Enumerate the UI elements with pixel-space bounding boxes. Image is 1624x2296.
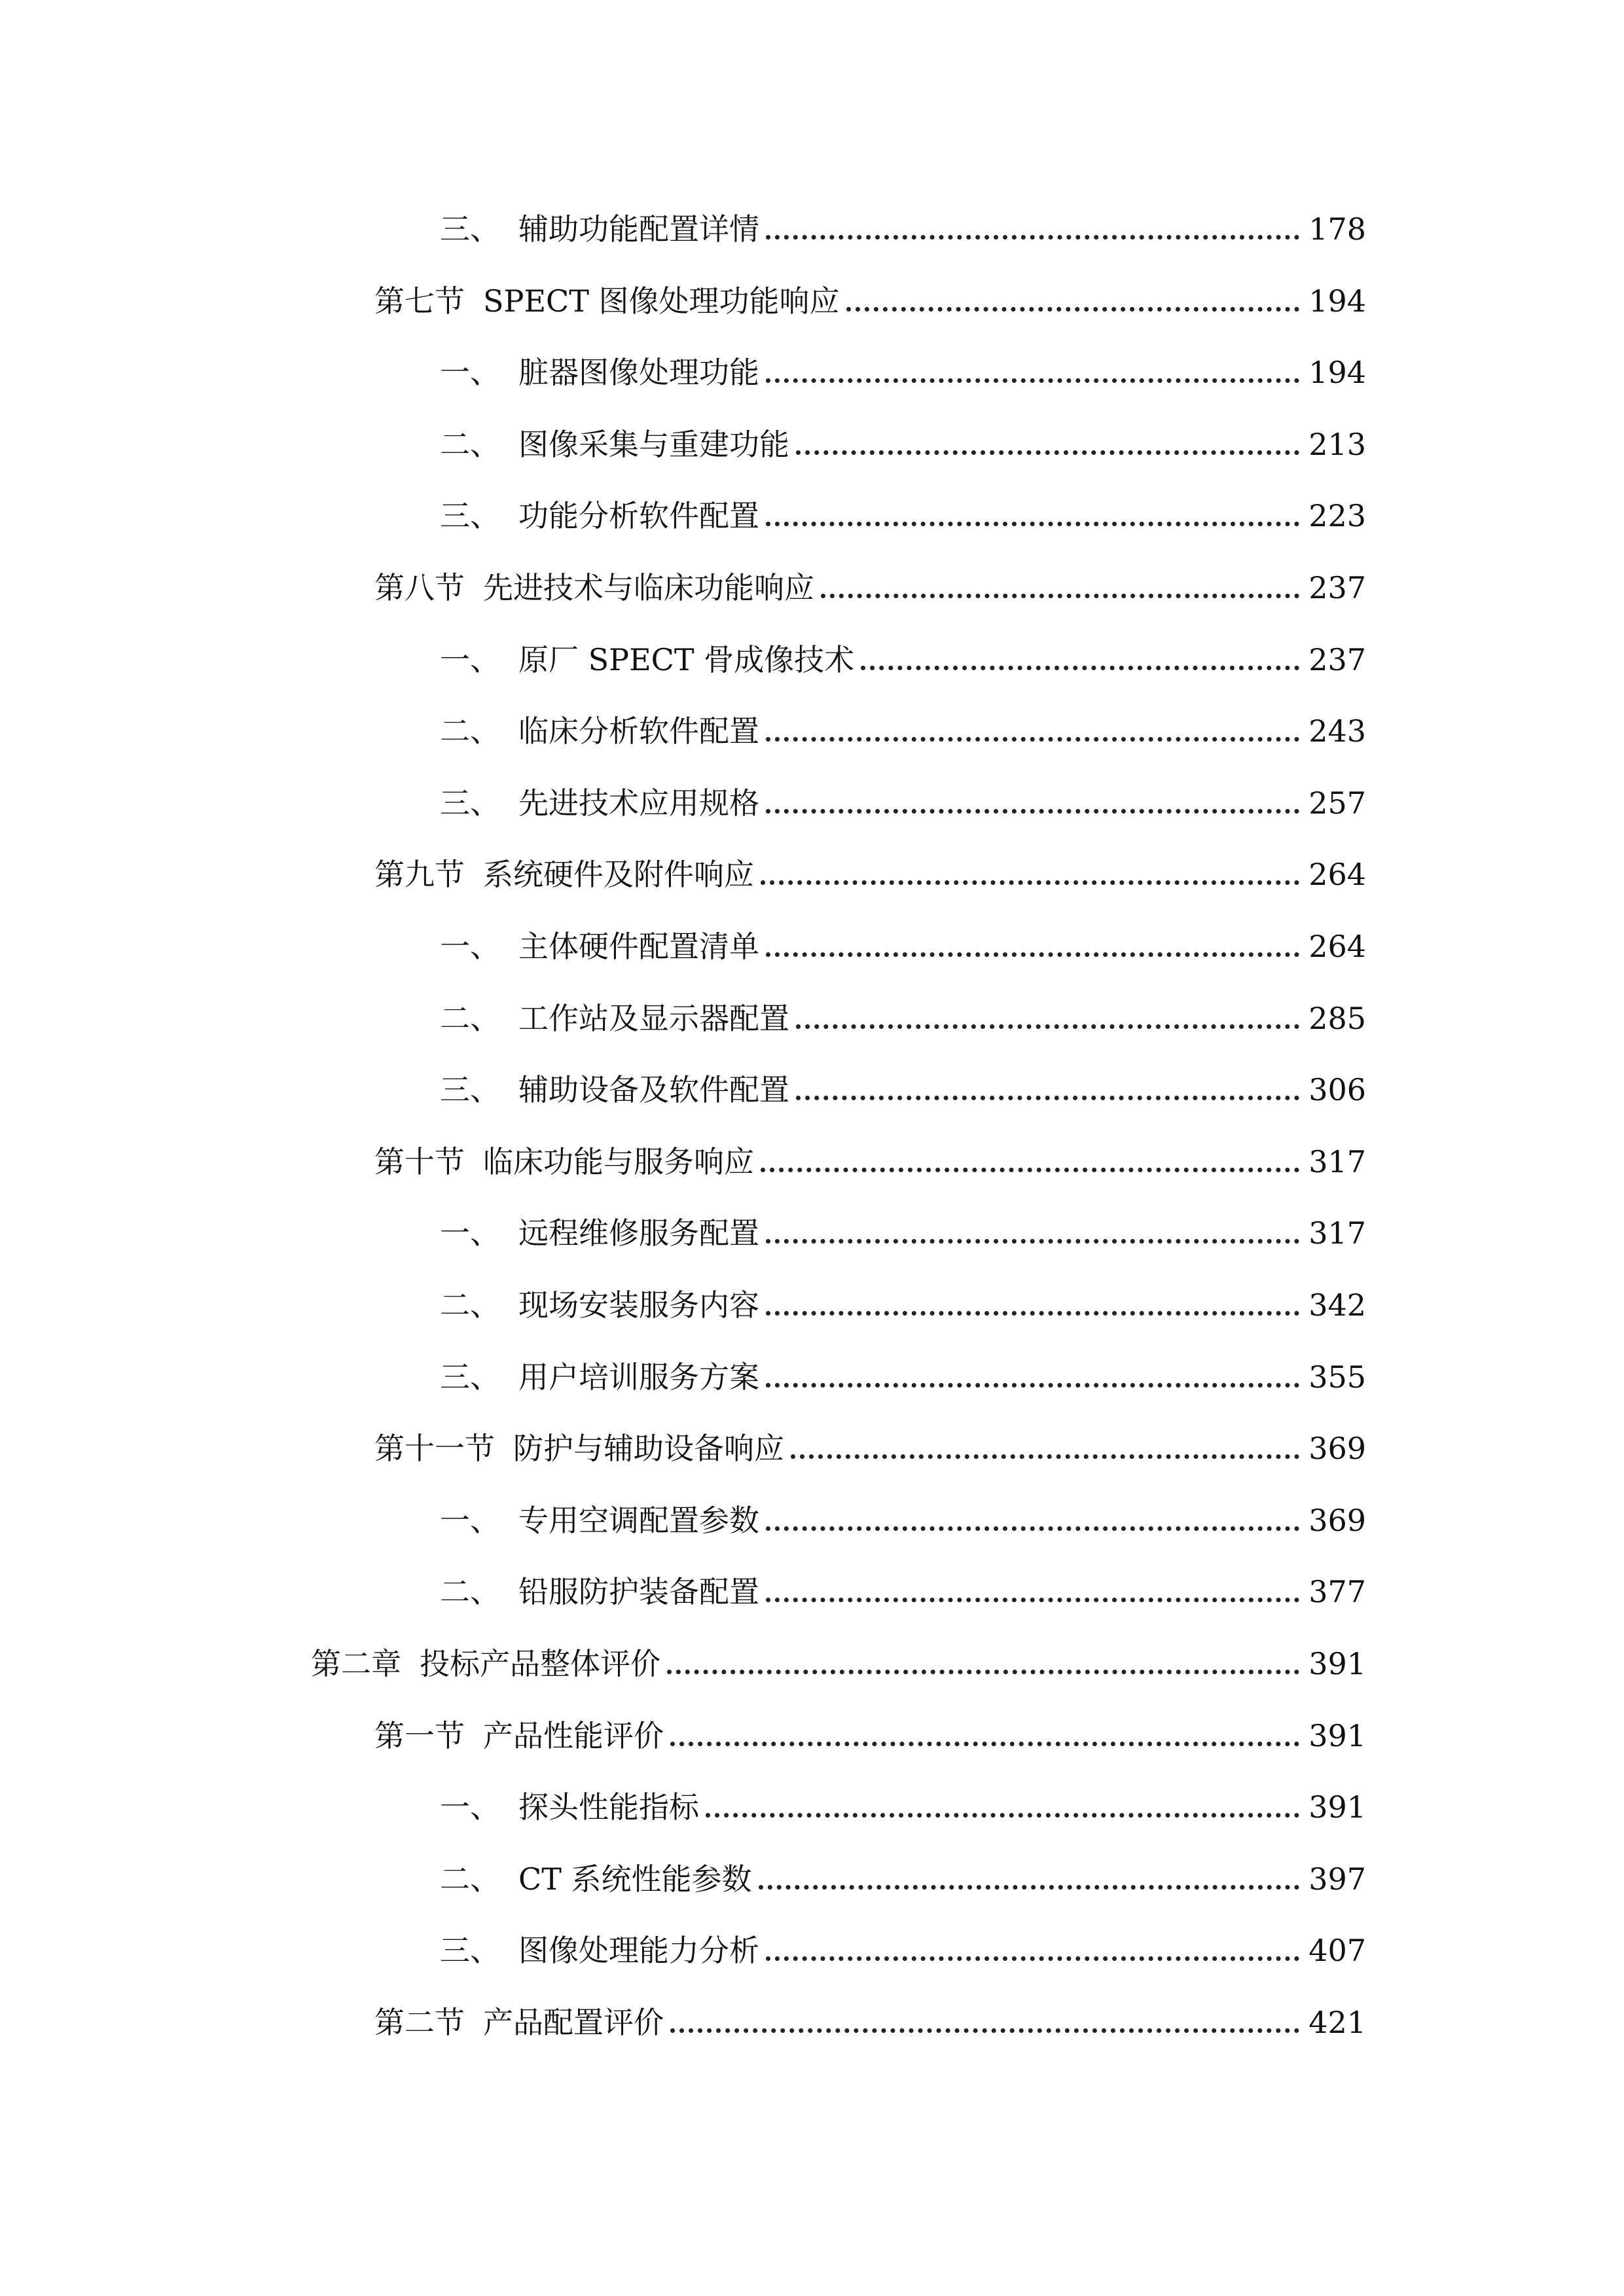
toc-entry-prefix: 第九节	[374, 857, 465, 893]
toc-entry-prefix: 二、	[440, 426, 500, 462]
toc-entry[interactable]	[440, 979, 1366, 1038]
toc-dot-leader	[766, 1311, 1299, 1316]
toc-entry-page-number: 391	[1308, 1789, 1366, 1825]
toc-entry-prefix: 一、	[440, 355, 500, 391]
toc-entry-page-number: 317	[1308, 1143, 1366, 1179]
toc-entry-page-number: 355	[1308, 1359, 1366, 1395]
toc-entry-title: 防护与辅助设备响应	[513, 1431, 784, 1467]
toc-entry-title: 工作站及显示器配置	[518, 1000, 789, 1036]
toc-entry-page-number: 194	[1308, 355, 1366, 391]
toc-entry[interactable]	[440, 1266, 1366, 1325]
toc-entry-title: 脏器图像处理功能	[518, 355, 759, 391]
toc-entry-title: 系统硬件及附件响应	[483, 857, 754, 893]
toc-dot-leader	[761, 880, 1299, 885]
toc-entry[interactable]	[374, 1409, 1366, 1468]
toc-entry[interactable]	[440, 907, 1366, 966]
toc-entry[interactable]	[311, 1624, 1366, 1683]
toc-entry[interactable]	[440, 190, 1366, 249]
toc-entry-title: 辅助设备及软件配置	[518, 1072, 789, 1108]
toc-entry[interactable]	[440, 333, 1366, 392]
toc-dot-leader	[761, 1168, 1299, 1172]
toc-entry-page-number: 213	[1308, 426, 1366, 462]
toc-entry[interactable]	[440, 764, 1366, 823]
toc-entry-title: 先进技术与临床功能响应	[483, 570, 814, 605]
toc-entry-title: 功能分析软件配置	[518, 498, 759, 534]
toc-entry-title: CT 系统性能参数	[518, 1861, 752, 1897]
toc-dot-leader	[766, 522, 1299, 526]
toc-entry[interactable]	[440, 405, 1366, 464]
toc-entry[interactable]	[440, 620, 1366, 679]
toc-entry-title: 铅服防护装备配置	[518, 1574, 759, 1610]
toc-entry-prefix: 第十一节	[374, 1431, 495, 1467]
toc-entry-prefix: 三、	[440, 498, 500, 534]
toc-dot-leader	[846, 307, 1300, 312]
toc-entry-title: 主体硬件配置清单	[518, 929, 759, 964]
toc-entry-prefix: 一、	[440, 1789, 500, 1825]
toc-entry-page-number: 178	[1308, 211, 1366, 247]
toc-entry-prefix: 一、	[440, 1215, 500, 1251]
toc-entry-page-number: 237	[1308, 641, 1366, 677]
toc-dot-leader	[766, 737, 1299, 742]
toc-entry-title: 探头性能指标	[518, 1789, 699, 1825]
toc-entry-title: 产品性能评价	[483, 1717, 664, 1753]
toc-entry-page-number: 223	[1308, 498, 1366, 534]
toc-entry[interactable]	[440, 1768, 1366, 1827]
toc-entry-page-number: 194	[1308, 283, 1366, 319]
toc-entry-prefix: 第八节	[374, 570, 465, 605]
toc-entry[interactable]	[374, 548, 1366, 607]
toc-entry-title: 用户培训服务方案	[518, 1359, 759, 1395]
toc-entry-page-number: 369	[1308, 1431, 1366, 1467]
toc-entry-title: 图像处理能力分析	[518, 1933, 759, 1969]
toc-dot-leader	[759, 1885, 1300, 1890]
toc-entry-title: 先进技术应用规格	[518, 785, 759, 821]
toc-entry-title: SPECT 图像处理功能响应	[483, 283, 840, 319]
toc-entry-title: 原厂 SPECT 骨成像技术	[518, 641, 855, 677]
toc-dot-leader	[766, 378, 1299, 383]
toc-entry-title: 远程维修服务配置	[518, 1215, 759, 1251]
toc-dot-leader	[670, 1742, 1299, 1746]
toc-dot-leader	[796, 1096, 1299, 1100]
toc-entry-page-number: 391	[1308, 1646, 1366, 1681]
toc-entry[interactable]	[374, 1696, 1366, 1755]
toc-entry-prefix: 第一节	[374, 1717, 465, 1753]
toc-entry-page-number: 264	[1308, 857, 1366, 893]
toc-entry-page-number: 257	[1308, 785, 1366, 821]
toc-entry-prefix: 二、	[440, 1861, 500, 1897]
toc-entry-title: 临床功能与服务响应	[483, 1143, 754, 1179]
toc-dot-leader	[766, 1598, 1299, 1602]
toc-entry-title: 图像采集与重建功能	[518, 426, 789, 462]
toc-dot-leader	[766, 1526, 1299, 1531]
toc-entry[interactable]	[440, 476, 1366, 535]
toc-entry-prefix: 二、	[440, 713, 500, 749]
toc-entry-prefix: 二、	[440, 1287, 500, 1323]
toc-entry[interactable]	[440, 1840, 1366, 1899]
toc-entry[interactable]	[440, 1194, 1366, 1253]
toc-entry[interactable]	[440, 1050, 1366, 1109]
toc-entry[interactable]	[440, 1481, 1366, 1540]
toc-entry-prefix: 第二节	[374, 2005, 465, 2040]
toc-entry-page-number: 421	[1308, 2005, 1366, 2040]
toc-entry-title: 产品配置评价	[483, 2005, 664, 2040]
toc-dot-leader	[766, 1239, 1299, 1244]
toc-dot-leader	[766, 1383, 1299, 1388]
toc-dot-leader	[796, 1024, 1299, 1029]
toc-entry-page-number: 264	[1308, 929, 1366, 964]
toc-entry-prefix: 二、	[440, 1574, 500, 1610]
toc-entry-prefix: 三、	[440, 211, 500, 247]
toc-entry-prefix: 一、	[440, 1502, 500, 1538]
toc-entry-prefix: 三、	[440, 785, 500, 821]
toc-entry-page-number: 397	[1308, 1861, 1366, 1897]
toc-entry-page-number: 407	[1308, 1933, 1366, 1969]
toc-dot-leader	[821, 594, 1299, 598]
toc-dot-leader	[766, 952, 1299, 957]
toc-entry-page-number: 306	[1308, 1072, 1366, 1108]
toc-entry-page-number: 243	[1308, 713, 1366, 749]
toc-entry-page-number: 285	[1308, 1000, 1366, 1036]
toc-entry[interactable]	[440, 1911, 1366, 1970]
toc-entry-prefix: 一、	[440, 929, 500, 964]
toc-dot-leader	[706, 1813, 1299, 1818]
toc-dot-leader	[667, 1670, 1299, 1674]
toc-dot-leader	[861, 666, 1299, 670]
toc-entry-title: 临床分析软件配置	[518, 713, 759, 749]
toc-entry-title: 现场安装服务内容	[518, 1287, 759, 1323]
toc-entry[interactable]	[374, 262, 1366, 321]
toc-entry-page-number: 237	[1308, 570, 1366, 605]
toc-entry-prefix: 三、	[440, 1072, 500, 1108]
toc-dot-leader	[766, 809, 1299, 814]
toc-entry-prefix: 二、	[440, 1000, 500, 1036]
toc-entry-page-number: 342	[1308, 1287, 1366, 1323]
toc-entry-prefix: 第二章	[311, 1646, 401, 1681]
toc-entry-page-number: 391	[1308, 1717, 1366, 1753]
toc-entry-title: 辅助功能配置详情	[518, 211, 759, 247]
toc-entry[interactable]	[374, 1983, 1366, 2042]
toc-dot-leader	[796, 450, 1299, 455]
toc-entry-prefix: 三、	[440, 1933, 500, 1969]
toc-dot-leader	[766, 1956, 1299, 1961]
toc-dot-leader	[670, 2028, 1299, 2033]
toc-entry[interactable]	[374, 1122, 1366, 1181]
toc-entry[interactable]	[374, 835, 1366, 894]
toc-entry-page-number: 369	[1308, 1502, 1366, 1538]
toc-entry[interactable]	[440, 692, 1366, 751]
toc-entry-prefix: 第七节	[374, 283, 465, 319]
toc-entry-prefix: 三、	[440, 1359, 500, 1395]
toc-entry[interactable]	[440, 1338, 1366, 1397]
toc-entry-prefix: 第十节	[374, 1143, 465, 1179]
toc-entry[interactable]	[440, 1552, 1366, 1611]
toc-dot-leader	[766, 235, 1299, 240]
toc-entry-prefix: 一、	[440, 641, 500, 677]
toc-entry-page-number: 377	[1308, 1574, 1366, 1610]
toc-dot-leader	[791, 1454, 1299, 1459]
toc-entry-page-number: 317	[1308, 1215, 1366, 1251]
toc-entry-title: 专用空调配置参数	[518, 1502, 759, 1538]
toc-entry-title: 投标产品整体评价	[420, 1646, 660, 1681]
